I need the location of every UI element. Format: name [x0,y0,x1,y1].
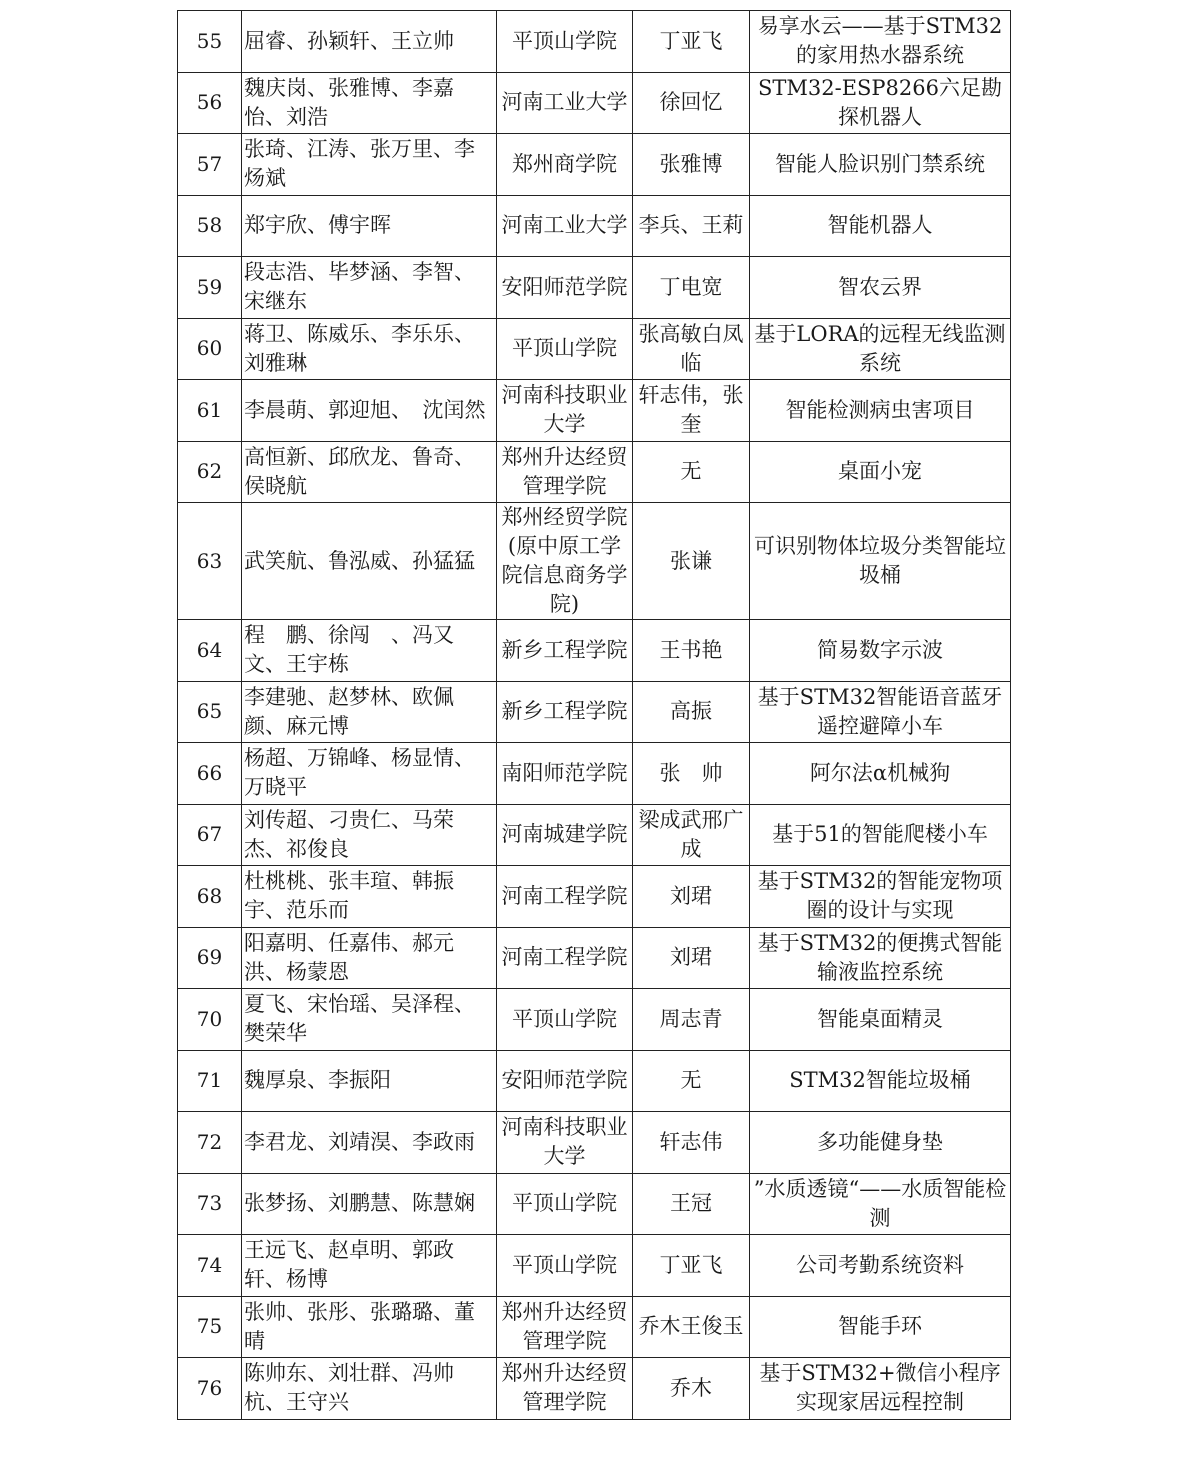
project-title: 基于LORA的远程无线监测系统 [750,318,1011,380]
school-name: 河南工程学院 [497,927,633,989]
row-number: 75 [178,1296,242,1358]
team-members: 阳嘉明、任嘉伟、郝元洪、杨蒙恩 [242,927,497,989]
project-title: 多功能健身垫 [750,1112,1011,1174]
team-members: 陈帅东、刘壮群、冯帅杭、王守兴 [242,1358,497,1420]
school-name: 南阳师范学院 [497,743,633,805]
school-name: 平顶山学院 [497,11,633,73]
row-number: 70 [178,989,242,1051]
tutor-name: 张雅博 [633,134,750,196]
table-row [178,318,1011,380]
project-title: ”水质透镜“——水质智能检测 [750,1173,1011,1235]
team-members: 杜桃桃、张丰瑄、韩振宇、范乐而 [242,866,497,928]
tutor-name: 轩志伟，张奎 [633,380,750,442]
project-title: 智能手环 [750,1296,1011,1358]
team-members: 武笑航、鲁泓威、孙猛猛 [242,503,497,620]
team-members: 张琦、江涛、张万里、李炀斌 [242,134,497,196]
row-number: 55 [178,11,242,73]
table-body [178,11,1011,1420]
school-name: 河南工业大学 [497,195,633,257]
table-row [178,72,1011,134]
tutor-name: 王书艳 [633,620,750,682]
row-number: 62 [178,441,242,503]
tutor-name: 丁亚飞 [633,1235,750,1297]
tutor-name: 周志青 [633,989,750,1051]
project-title: 基于51的智能爬楼小车 [750,804,1011,866]
row-number: 59 [178,257,242,319]
project-title: 易享水云——基于STM32的家用热水器系统 [750,11,1011,73]
school-name: 平顶山学院 [497,989,633,1051]
school-name: 河南工程学院 [497,866,633,928]
school-name: 河南工业大学 [497,72,633,134]
team-members: 段志浩、毕梦涵、李智、宋继东 [242,257,497,319]
tutor-name: 刘珺 [633,927,750,989]
table-row [178,1358,1011,1420]
table-row [178,620,1011,682]
table-row [178,1235,1011,1297]
row-number: 74 [178,1235,242,1297]
school-name: 河南城建学院 [497,804,633,866]
tutor-name: 乔木 [633,1358,750,1420]
school-name: 平顶山学院 [497,318,633,380]
row-number: 60 [178,318,242,380]
project-title: 智能桌面精灵 [750,989,1011,1051]
school-name: 河南科技职业大学 [497,1112,633,1174]
table-row [178,1050,1011,1112]
team-members: 高恒新、邱欣龙、鲁奇、侯晓航 [242,441,497,503]
team-members: 李建驰、赵梦林、欧佩颜、麻元博 [242,681,497,743]
team-members: 王远飞、赵卓明、郭政轩、杨博 [242,1235,497,1297]
team-members: 魏厚泉、李振阳 [242,1050,497,1112]
tutor-name: 李兵、王莉 [633,195,750,257]
table-row [178,503,1011,620]
table-row [178,257,1011,319]
project-title: 智能机器人 [750,195,1011,257]
table-row [178,380,1011,442]
table-row [178,681,1011,743]
tutor-name: 无 [633,441,750,503]
row-number: 71 [178,1050,242,1112]
table-row [178,195,1011,257]
table-row [178,743,1011,805]
project-title: 可识别物体垃圾分类智能垃圾桶 [750,503,1011,620]
tutor-name: 张 帅 [633,743,750,805]
project-title: 智农云界 [750,257,1011,319]
row-number: 76 [178,1358,242,1420]
school-name: 新乡工程学院 [497,681,633,743]
school-name: 平顶山学院 [497,1173,633,1235]
row-number: 61 [178,380,242,442]
table-row [178,1112,1011,1174]
tutor-name: 轩志伟 [633,1112,750,1174]
row-number: 67 [178,804,242,866]
row-number: 56 [178,72,242,134]
tutor-name: 梁成武邢广成 [633,804,750,866]
team-members: 郑宇欣、傅宇晖 [242,195,497,257]
tutor-name: 张谦 [633,503,750,620]
table-row [178,1296,1011,1358]
team-members: 李晨萌、郭迎旭、 沈闰然 [242,380,497,442]
project-title: 阿尔法α机械狗 [750,743,1011,805]
team-members: 屈睿、孙颖轩、王立帅 [242,11,497,73]
school-name: 郑州经贸学院(原中原工学院信息商务学院) [497,503,633,620]
table-row [178,927,1011,989]
school-name: 安阳师范学院 [497,1050,633,1112]
tutor-name: 高振 [633,681,750,743]
school-name: 新乡工程学院 [497,620,633,682]
project-title: 公司考勤系统资料 [750,1235,1011,1297]
competition-table [177,10,1011,1420]
tutor-name: 乔木王俊玉 [633,1296,750,1358]
row-number: 58 [178,195,242,257]
tutor-name: 王冠 [633,1173,750,1235]
school-name: 安阳师范学院 [497,257,633,319]
team-members: 刘传超、刁贵仁、马荣杰、祁俊良 [242,804,497,866]
tutor-name: 刘珺 [633,866,750,928]
team-members: 程 鹏、徐闯 、冯又文、王宇栋 [242,620,497,682]
tutor-name: 张高敏白凤临 [633,318,750,380]
row-number: 69 [178,927,242,989]
project-title: 桌面小宠 [750,441,1011,503]
table-row [178,1173,1011,1235]
project-title: 智能检测病虫害项目 [750,380,1011,442]
project-title: 基于STM32智能语音蓝牙遥控避障小车 [750,681,1011,743]
project-title: 基于STM32+微信小程序实现家居远程控制 [750,1358,1011,1420]
team-members: 魏庆岗、张雅博、李嘉怡、刘浩 [242,72,497,134]
school-name: 郑州升达经贸管理学院 [497,1296,633,1358]
row-number: 65 [178,681,242,743]
row-number: 63 [178,503,242,620]
project-title: 智能人脸识别门禁系统 [750,134,1011,196]
table-row [178,804,1011,866]
row-number: 73 [178,1173,242,1235]
team-members: 杨超、万锦峰、杨显情、万晓平 [242,743,497,805]
table-row [178,866,1011,928]
project-title: 简易数字示波 [750,620,1011,682]
row-number: 72 [178,1112,242,1174]
team-members: 夏飞、宋怡瑶、吴泽程、樊荣华 [242,989,497,1051]
row-number: 57 [178,134,242,196]
team-members: 张梦扬、刘鹏慧、陈慧娴 [242,1173,497,1235]
table-row [178,11,1011,73]
project-title: STM32-ESP8266六足勘探机器人 [750,72,1011,134]
project-title: STM32智能垃圾桶 [750,1050,1011,1112]
school-name: 河南科技职业大学 [497,380,633,442]
row-number: 64 [178,620,242,682]
school-name: 郑州升达经贸管理学院 [497,1358,633,1420]
table-row [178,989,1011,1051]
tutor-name: 丁电宽 [633,257,750,319]
school-name: 郑州商学院 [497,134,633,196]
row-number: 66 [178,743,242,805]
tutor-name: 徐回忆 [633,72,750,134]
tutor-name: 无 [633,1050,750,1112]
row-number: 68 [178,866,242,928]
project-title: 基于STM32的便携式智能输液监控系统 [750,927,1011,989]
team-members: 李君龙、刘靖淏、李政雨 [242,1112,497,1174]
school-name: 平顶山学院 [497,1235,633,1297]
school-name: 郑州升达经贸管理学院 [497,441,633,503]
tutor-name: 丁亚飞 [633,11,750,73]
table-row [178,441,1011,503]
team-members: 张帅、张彤、张璐璐、董晴 [242,1296,497,1358]
project-title: 基于STM32的智能宠物项圈的设计与实现 [750,866,1011,928]
team-members: 蒋卫、陈威乐、李乐乐、刘雅琳 [242,318,497,380]
table-row [178,134,1011,196]
